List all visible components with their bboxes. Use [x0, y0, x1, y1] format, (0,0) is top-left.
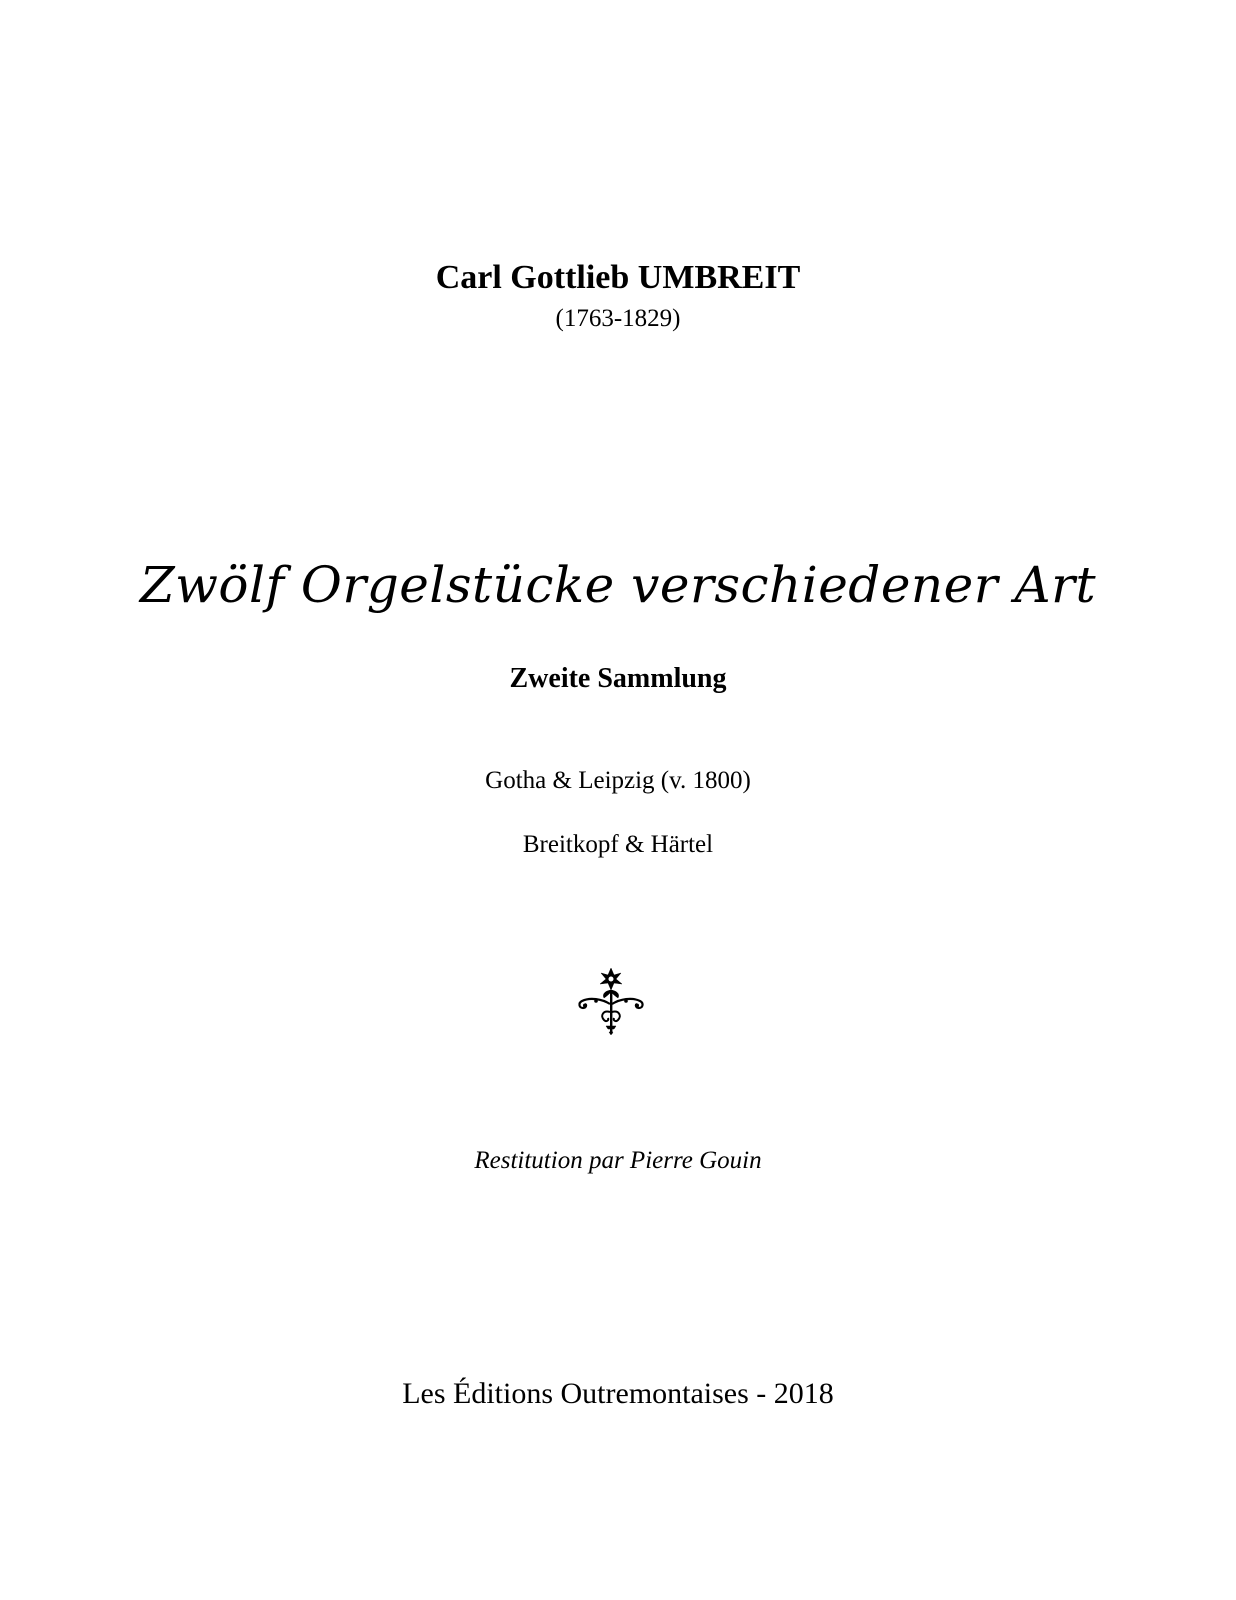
work-subtitle: Zweite Sammlung [509, 663, 727, 694]
restitution-credit: Restitution par Pierre Gouin [474, 1147, 762, 1174]
edition-imprint: Les Éditions Outremontaises - 2018 [402, 1377, 834, 1410]
publication-place: Gotha & Leipzig (v. 1800) [485, 767, 751, 794]
composer-dates: (1763-1829) [555, 305, 681, 332]
work-title: Zwölf Orgelstücke verschiedener Art [139, 556, 1097, 614]
composer-name: Carl Gottlieb UMBREIT [435, 259, 801, 296]
original-publisher: Breitkopf & Härtel [522, 831, 714, 858]
floral-ornament-icon [576, 966, 646, 1036]
